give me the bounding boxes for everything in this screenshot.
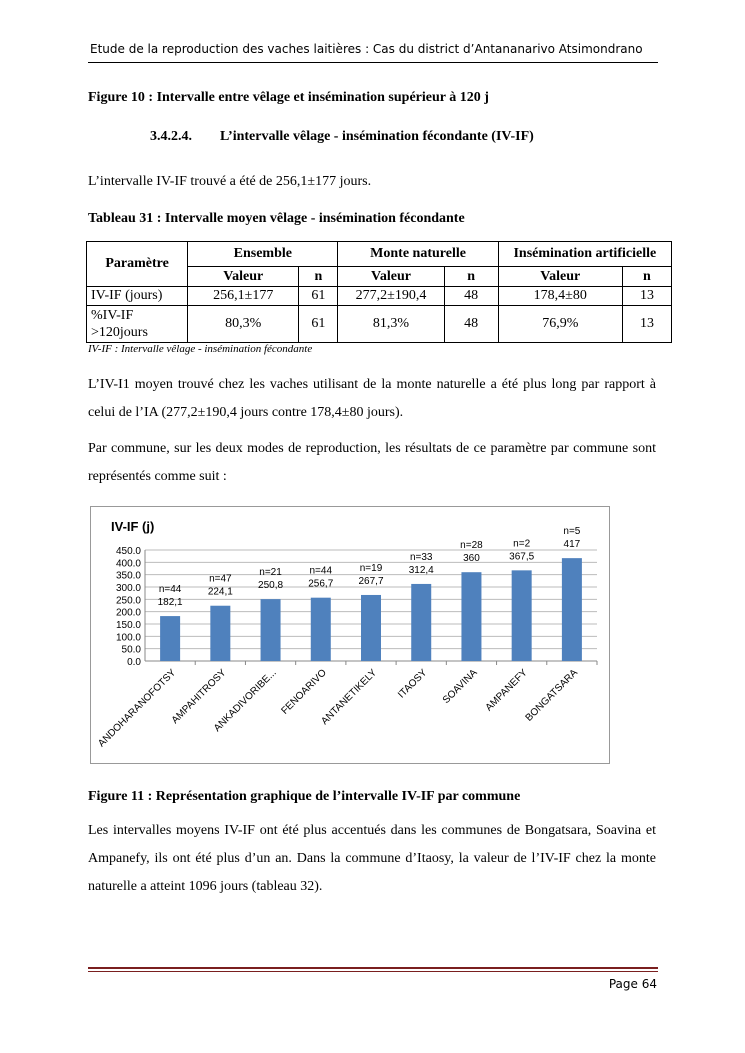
table-row bbox=[87, 306, 672, 343]
section-number: 3.4.2.4. bbox=[150, 129, 192, 144]
row-label-line1: %IV-IF bbox=[91, 308, 134, 323]
group-header-monte: Monte naturelle bbox=[338, 242, 498, 267]
data-label: 312,4 bbox=[408, 564, 434, 576]
subheader-n: n bbox=[299, 267, 338, 287]
y-tick-label: 450.0 bbox=[115, 546, 141, 557]
subheader-valeur: Valeur bbox=[498, 267, 622, 287]
bar-chart bbox=[91, 507, 609, 763]
table-cell: 178,4±80 bbox=[498, 287, 622, 306]
x-tick-label: ANDOHARANOFOTSY bbox=[96, 667, 179, 750]
bar bbox=[411, 584, 431, 661]
bar bbox=[512, 570, 532, 661]
data-label: 367,5 bbox=[509, 551, 535, 563]
data-label: 250,8 bbox=[258, 580, 284, 592]
table-cell: 76,9% bbox=[498, 306, 622, 343]
table-cell: 61 bbox=[299, 287, 338, 306]
subheader-n: n bbox=[444, 267, 498, 287]
n-label: n=44 bbox=[158, 584, 182, 596]
y-tick-label: 150.0 bbox=[115, 620, 141, 631]
footer-divider bbox=[88, 971, 658, 972]
data-label: 256,7 bbox=[308, 578, 334, 590]
table-cell: 81,3% bbox=[338, 306, 444, 343]
header-divider bbox=[88, 62, 658, 63]
n-label: n=44 bbox=[309, 565, 333, 577]
section-title: L’intervalle vêlage - insémination fécondante (IV-IF) bbox=[220, 129, 534, 144]
x-tick-label: AMPAHITROSY bbox=[169, 667, 229, 727]
results-table bbox=[86, 241, 672, 343]
n-label: n=33 bbox=[409, 551, 433, 563]
table-cell: 13 bbox=[622, 287, 671, 306]
bar bbox=[160, 616, 180, 661]
subheader-valeur: Valeur bbox=[188, 267, 299, 287]
table-row bbox=[87, 287, 672, 306]
n-label: n=47 bbox=[209, 573, 232, 585]
bar bbox=[361, 595, 381, 661]
data-label: 417 bbox=[563, 539, 581, 551]
table-cell: 61 bbox=[299, 306, 338, 343]
page-header: Etude de la reproduction des vaches laitières : Cas du district d’Antananarivo Atsimondrano bbox=[90, 42, 643, 56]
x-tick-label: AMPANEFY bbox=[483, 667, 530, 714]
y-tick-label: 350.0 bbox=[115, 570, 141, 582]
table-cell: 277,2±190,4 bbox=[338, 287, 444, 306]
bar bbox=[261, 599, 281, 661]
chart-frame bbox=[90, 506, 610, 764]
n-label: n=5 bbox=[563, 526, 581, 538]
subheader-valeur: Valeur bbox=[338, 267, 444, 287]
data-label: 224,1 bbox=[207, 586, 233, 598]
subheader-n: n bbox=[622, 267, 671, 287]
x-tick-label: ANKADIVORIBE... bbox=[211, 667, 279, 735]
table-cell: 48 bbox=[444, 306, 498, 343]
row-label: IV-IF (jours) bbox=[87, 287, 188, 306]
bar bbox=[562, 558, 582, 661]
y-tick-label: 50.0 bbox=[121, 644, 141, 656]
n-label: n=21 bbox=[259, 567, 282, 579]
paragraph-3: Par commune, sur les deux modes de reproduction, les résultats de ce paramètre par commune sont représentés comme suit : bbox=[88, 441, 656, 484]
x-tick-label: ITAOSY bbox=[396, 667, 430, 701]
table-cell: 256,1±177 bbox=[188, 287, 299, 306]
bar bbox=[311, 598, 331, 661]
bar bbox=[461, 572, 481, 661]
x-tick-label: BONGATSARA bbox=[523, 667, 581, 724]
x-tick-label: SOAVINA bbox=[440, 667, 480, 707]
data-label: 267,7 bbox=[358, 575, 384, 587]
bar bbox=[210, 606, 230, 661]
n-label: n=2 bbox=[513, 538, 531, 550]
table-cell: 48 bbox=[444, 287, 498, 306]
y-tick-label: 250.0 bbox=[115, 595, 141, 607]
chart-title: IV-IF (j) bbox=[111, 519, 155, 534]
y-tick-label: 400.0 bbox=[115, 558, 141, 570]
n-label: n=28 bbox=[460, 540, 483, 552]
paragraph-2: L’IV-I1 moyen trouvé chez les vaches utilisant de la monte naturelle a été plus long par rapport à celui de l’IA (277,2±190,4 jours contre 178,4±80 jours). bbox=[88, 377, 656, 420]
table-cell: 13 bbox=[622, 306, 671, 343]
n-label: n=19 bbox=[359, 562, 383, 574]
x-tick-label: FENOARIVO bbox=[279, 667, 329, 717]
figure11-caption: Figure 11 : Représentation graphique de l’intervalle IV-IF par commune bbox=[88, 789, 521, 804]
group-header-ia: Insémination artificielle bbox=[498, 242, 671, 267]
paragraph-4: Les intervalles moyens IV-IF ont été plus accentués dans les communes de Bongatsara, Soavina et Ampanefy, ils ont été plus d’un an. Dans la commune d’Itaosy, la valeur de l’IV-IF chez la monte naturelle a atteint 1096 jours (tableau 32). bbox=[88, 823, 656, 894]
data-label: 182,1 bbox=[157, 597, 183, 609]
table-note: IV-IF : Intervalle vêlage - insémination fécondante bbox=[88, 343, 313, 355]
x-tick-label: ANTANETIKELY bbox=[319, 667, 380, 728]
row-label bbox=[87, 306, 188, 343]
group-header-ensemble: Ensemble bbox=[188, 242, 338, 267]
figure10-caption: Figure 10 : Intervalle entre vêlage et insémination supérieur à 120 j bbox=[88, 90, 489, 105]
y-tick-label: 200.0 bbox=[115, 607, 141, 619]
y-tick-label: 300.0 bbox=[115, 583, 141, 594]
data-label: 360 bbox=[463, 553, 480, 565]
footer-divider bbox=[88, 967, 658, 969]
page-number: Page 64 bbox=[608, 977, 657, 991]
row-label-line2: >120jours bbox=[91, 325, 148, 340]
table-cell: 80,3% bbox=[188, 306, 299, 343]
y-tick-label: 0.0 bbox=[127, 657, 141, 668]
paragraph-1: L’intervalle IV-IF trouvé a été de 256,1±177 jours. bbox=[88, 174, 372, 189]
y-tick-label: 100.0 bbox=[115, 632, 141, 644]
table-caption: Tableau 31 : Intervalle moyen vêlage - insémination fécondante bbox=[88, 211, 465, 226]
param-header: Paramètre bbox=[87, 242, 188, 287]
